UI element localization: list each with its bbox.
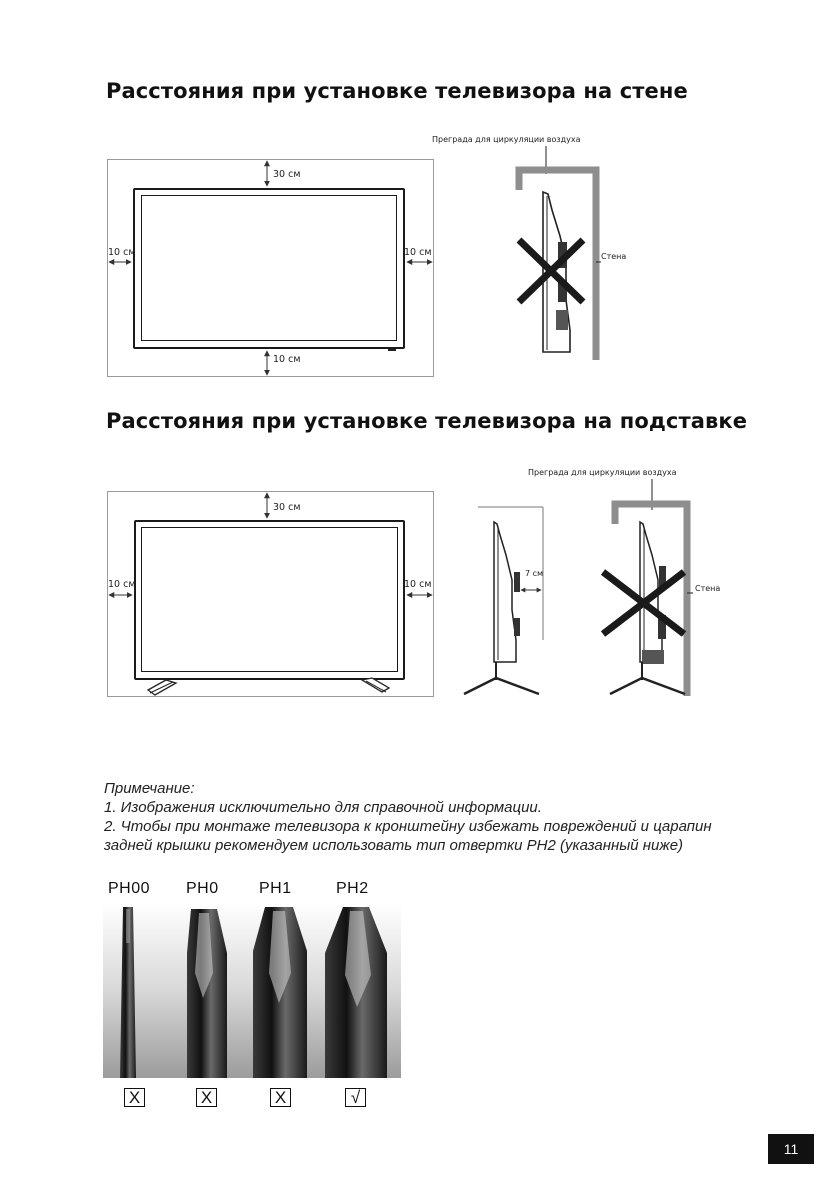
note-heading: Примечание: [104, 780, 195, 797]
screwdriver-mark: X [196, 1088, 217, 1107]
stand-section-title: Расстояния при установке телевизора на подставке [106, 409, 748, 433]
screwdriver-label: PH2 [336, 880, 369, 897]
wall-label: Стена [601, 252, 627, 261]
left-gap-label: 10 см [108, 247, 136, 258]
screwdriver-mark: X [124, 1088, 145, 1107]
screwdriver-label: PH00 [108, 880, 151, 897]
wall-section-title: Расстояния при установке телевизора на стене [106, 79, 688, 103]
airflow-barrier-label: Преграда для циркуляции воздуха [528, 468, 677, 477]
screwdriver-label: PH0 [186, 880, 219, 897]
right-gap-label: 10 см [404, 247, 432, 258]
screwdriver-label: PH1 [259, 880, 292, 897]
note-line-1: 1. Изображения исключительно для справочной информации. [104, 799, 542, 816]
screwdriver-mark: X [270, 1088, 291, 1107]
note-line-3: задней крышки рекомендуем использовать тип отвертки PH2 (указанный ниже) [104, 837, 684, 854]
bottom-gap-label: 10 см [273, 354, 301, 365]
page-number: 11 [768, 1134, 814, 1164]
screwdriver-photo [103, 903, 401, 1078]
screwdriver-mark: √ [345, 1088, 366, 1107]
right-gap-label: 10 см [404, 579, 432, 590]
top-gap-label: 30 см [273, 169, 301, 180]
wall-label: Стена [695, 584, 721, 593]
left-gap-label: 10 см [108, 579, 136, 590]
note-line-2: 2. Чтобы при монтаже телевизора к кронштейну избежать повреждений и царапин [104, 818, 712, 835]
airflow-barrier-label: Преграда для циркуляции воздуха [432, 135, 581, 144]
rear-gap-label: 7 см [525, 569, 544, 578]
top-gap-label: 30 см [273, 502, 301, 513]
